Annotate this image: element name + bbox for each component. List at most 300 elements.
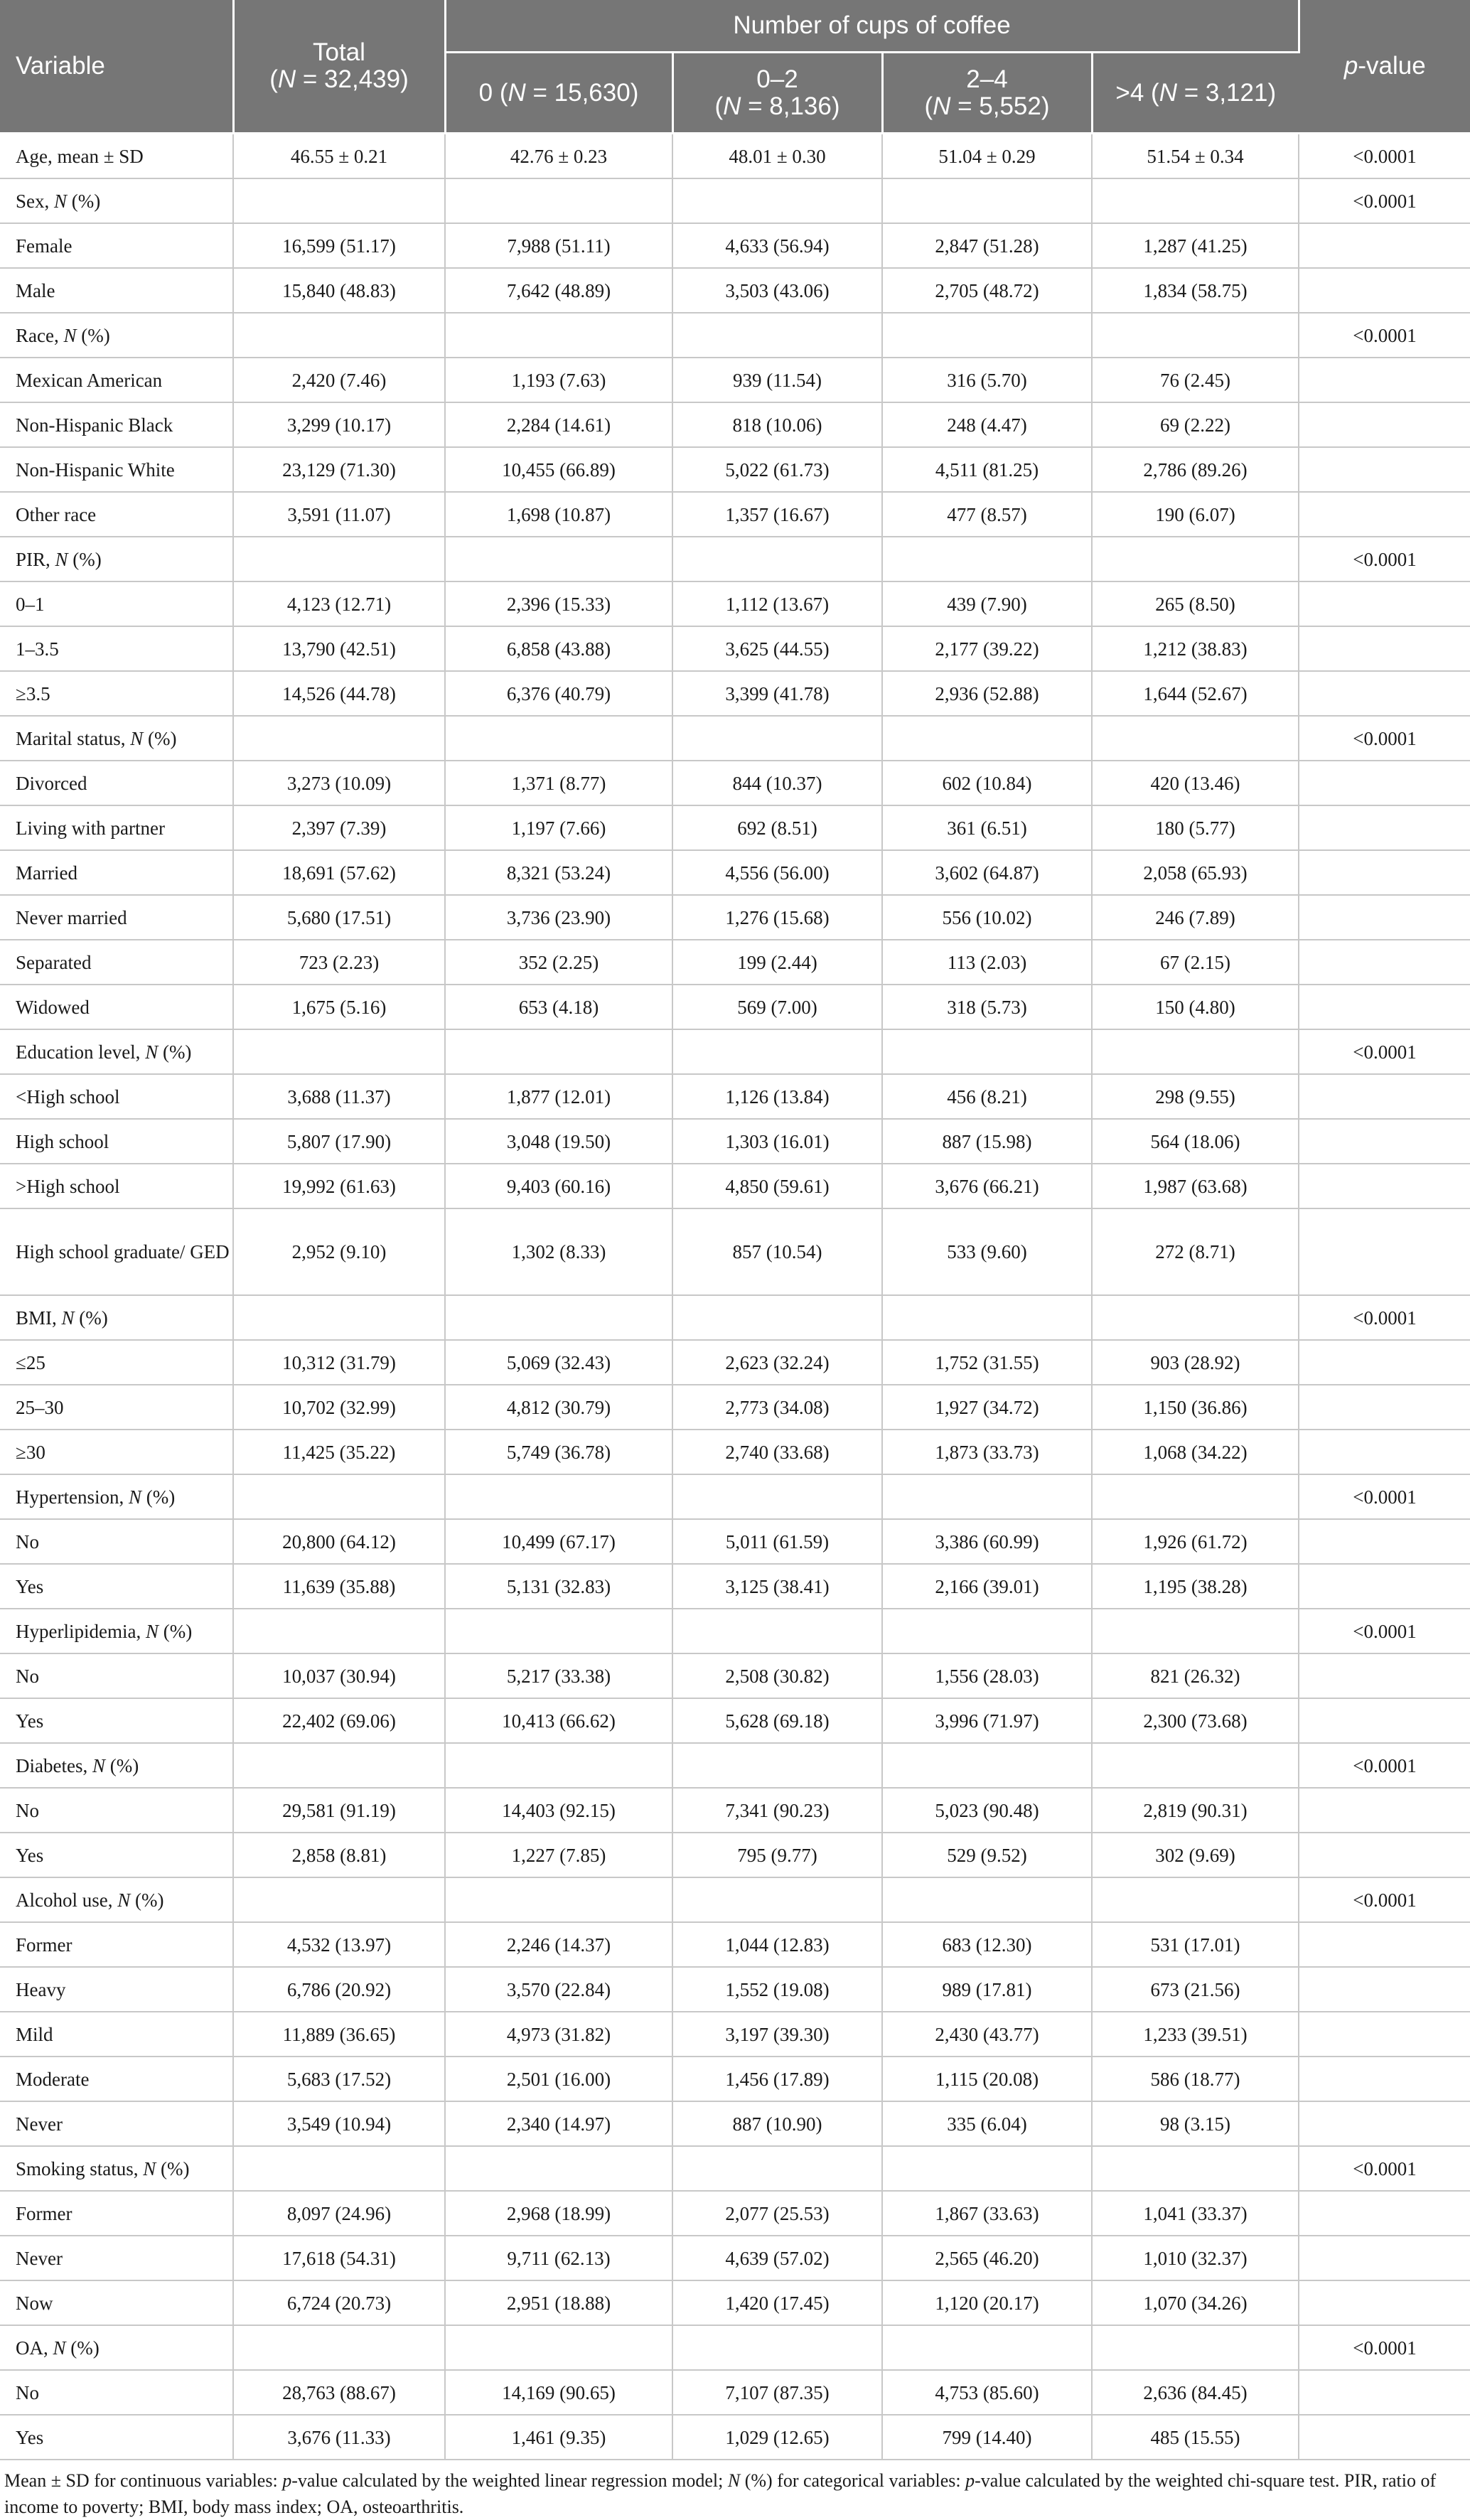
- total-cell: 4,123 (12.71): [233, 581, 445, 626]
- cups-2-4-cell: 5,023 (90.48): [882, 1788, 1092, 1833]
- cups-0-2-cell: 1,420 (17.45): [672, 2280, 882, 2325]
- table-row: [0, 626, 1470, 671]
- p-value-cell: <0.0001: [1299, 134, 1470, 179]
- p-value-cell: [1299, 2191, 1470, 2236]
- header-col-0-2-bot: (N = 8,136): [714, 92, 840, 120]
- cups-gt4-cell: 1,926 (61.72): [1092, 1519, 1299, 1564]
- variable-cell: Non-Hispanic White: [0, 447, 233, 492]
- cups-2-4-cell: 3,996 (71.97): [882, 1698, 1092, 1743]
- total-cell: [233, 1029, 445, 1074]
- cups-0-2-cell: 3,399 (41.78): [672, 671, 882, 716]
- table-row: [0, 268, 1470, 313]
- table-row: [0, 134, 1470, 179]
- total-cell: 28,763 (88.67): [233, 2370, 445, 2415]
- variable-cell: ≥30: [0, 1430, 233, 1474]
- header-total: [233, 0, 445, 134]
- p-value-cell: [1299, 940, 1470, 985]
- p-value-cell: [1299, 1119, 1470, 1164]
- variable-cell: No: [0, 1653, 233, 1698]
- variable-cell: 0–1: [0, 581, 233, 626]
- variable-cell: Diabetes, N (%): [0, 1743, 233, 1788]
- cups-gt4-cell: 1,233 (39.51): [1092, 2012, 1299, 2057]
- cups-0-2-cell: 5,011 (61.59): [672, 1519, 882, 1564]
- cups-gt4-cell: 1,150 (36.86): [1092, 1385, 1299, 1430]
- table-row: [0, 1922, 1470, 1967]
- cups-gt4-cell: 76 (2.45): [1092, 358, 1299, 402]
- cups-gt4-cell: 2,058 (65.93): [1092, 850, 1299, 895]
- cups-0-cell: 8,321 (53.24): [445, 850, 672, 895]
- cups-0-cell: 9,711 (62.13): [445, 2236, 672, 2280]
- header-p-italic: p: [1343, 52, 1358, 80]
- total-cell: 1,675 (5.16): [233, 985, 445, 1029]
- header-p-value: [1299, 0, 1470, 134]
- total-cell: 16,599 (51.17): [233, 223, 445, 268]
- cups-0-cell: [445, 1609, 672, 1653]
- variable-cell: High school: [0, 1119, 233, 1164]
- cups-0-2-cell: 2,508 (30.82): [672, 1653, 882, 1698]
- p-value-cell: [1299, 402, 1470, 447]
- variable-cell: ≥3.5: [0, 671, 233, 716]
- cups-gt4-cell: [1092, 1743, 1299, 1788]
- header-col-0-2: [672, 53, 882, 134]
- p-value-cell: [1299, 581, 1470, 626]
- cups-gt4-cell: 1,068 (34.22): [1092, 1430, 1299, 1474]
- variable-cell: No: [0, 1519, 233, 1564]
- p-value-cell: [1299, 1074, 1470, 1119]
- p-value-cell: <0.0001: [1299, 2325, 1470, 2370]
- total-cell: 23,129 (71.30): [233, 447, 445, 492]
- variable-cell: Former: [0, 2191, 233, 2236]
- total-cell: 5,807 (17.90): [233, 1119, 445, 1164]
- total-cell: 2,952 (9.10): [233, 1208, 445, 1295]
- total-cell: 29,581 (91.19): [233, 1788, 445, 1833]
- table-row: [0, 940, 1470, 985]
- total-cell: 3,549 (10.94): [233, 2101, 445, 2146]
- cups-2-4-cell: [882, 2325, 1092, 2370]
- cups-0-cell: [445, 313, 672, 358]
- table-row: [0, 492, 1470, 537]
- cups-0-cell: [445, 2325, 672, 2370]
- p-value-cell: [1299, 358, 1470, 402]
- header-variable: Variable: [0, 0, 233, 134]
- cups-gt4-cell: 1,195 (38.28): [1092, 1564, 1299, 1609]
- p-value-cell: [1299, 626, 1470, 671]
- cups-gt4-cell: 302 (9.69): [1092, 1833, 1299, 1877]
- total-cell: 4,532 (13.97): [233, 1922, 445, 1967]
- cups-gt4-cell: [1092, 1474, 1299, 1519]
- cups-2-4-cell: 248 (4.47): [882, 402, 1092, 447]
- cups-2-4-cell: 2,177 (39.22): [882, 626, 1092, 671]
- cups-0-2-cell: [672, 1609, 882, 1653]
- cups-0-cell: [445, 178, 672, 223]
- cups-gt4-cell: 564 (18.06): [1092, 1119, 1299, 1164]
- table-row: [0, 895, 1470, 940]
- cups-0-2-cell: [672, 1295, 882, 1340]
- variable-cell: Alcohol use, N (%): [0, 1877, 233, 1922]
- cups-2-4-cell: 318 (5.73): [882, 985, 1092, 1029]
- total-cell: 6,786 (20.92): [233, 1967, 445, 2012]
- cups-gt4-cell: [1092, 1029, 1299, 1074]
- p-value-cell: [1299, 223, 1470, 268]
- cups-2-4-cell: 3,602 (64.87): [882, 850, 1092, 895]
- cups-gt4-cell: 485 (15.55): [1092, 2415, 1299, 2460]
- cups-2-4-cell: 2,847 (51.28): [882, 223, 1092, 268]
- table-body: [0, 134, 1470, 2460]
- cups-gt4-cell: 420 (13.46): [1092, 761, 1299, 805]
- cups-0-2-cell: 2,077 (25.53): [672, 2191, 882, 2236]
- total-cell: [233, 1743, 445, 1788]
- table-row: [0, 2415, 1470, 2460]
- cups-0-2-cell: [672, 2325, 882, 2370]
- cups-2-4-cell: 799 (14.40): [882, 2415, 1092, 2460]
- cups-0-2-cell: [672, 1029, 882, 1074]
- cups-gt4-cell: 586 (18.77): [1092, 2057, 1299, 2101]
- cups-0-cell: 5,069 (32.43): [445, 1340, 672, 1385]
- cups-0-2-cell: 4,633 (56.94): [672, 223, 882, 268]
- cups-0-2-cell: [672, 537, 882, 581]
- variable-cell: Yes: [0, 1698, 233, 1743]
- table-row: [0, 761, 1470, 805]
- cups-0-cell: 2,396 (15.33): [445, 581, 672, 626]
- variable-cell: PIR, N (%): [0, 537, 233, 581]
- cups-0-cell: 5,131 (32.83): [445, 1564, 672, 1609]
- cups-0-cell: 14,403 (92.15): [445, 1788, 672, 1833]
- table-row: [0, 716, 1470, 761]
- cups-2-4-cell: 1,927 (34.72): [882, 1385, 1092, 1430]
- cups-0-cell: 352 (2.25): [445, 940, 672, 985]
- table-row: [0, 2101, 1470, 2146]
- table-row: [0, 805, 1470, 850]
- cups-0-2-cell: 939 (11.54): [672, 358, 882, 402]
- cups-2-4-cell: 556 (10.02): [882, 895, 1092, 940]
- cups-0-2-cell: 48.01 ± 0.30: [672, 134, 882, 179]
- p-value-cell: [1299, 1208, 1470, 1295]
- p-value-cell: <0.0001: [1299, 313, 1470, 358]
- table-row: [0, 2370, 1470, 2415]
- cups-gt4-cell: [1092, 1295, 1299, 1340]
- table-row: [0, 1208, 1470, 1295]
- p-value-cell: [1299, 1430, 1470, 1474]
- cups-0-cell: [445, 1295, 672, 1340]
- cups-gt4-cell: 673 (21.56): [1092, 1967, 1299, 2012]
- variable-cell: Age, mean ± SD: [0, 134, 233, 179]
- cups-0-cell: 9,403 (60.16): [445, 1164, 672, 1208]
- table-header: [0, 0, 1470, 134]
- variable-cell: <High school: [0, 1074, 233, 1119]
- variable-cell: >High school: [0, 1164, 233, 1208]
- p-value-cell: [1299, 850, 1470, 895]
- cups-2-4-cell: [882, 1474, 1092, 1519]
- p-value-cell: [1299, 895, 1470, 940]
- total-cell: 10,312 (31.79): [233, 1340, 445, 1385]
- table-row: [0, 1698, 1470, 1743]
- cups-0-2-cell: 844 (10.37): [672, 761, 882, 805]
- cups-gt4-cell: 531 (17.01): [1092, 1922, 1299, 1967]
- p-value-cell: [1299, 985, 1470, 1029]
- p-value-cell: <0.0001: [1299, 1877, 1470, 1922]
- cups-gt4-cell: 150 (4.80): [1092, 985, 1299, 1029]
- variable-cell: Non-Hispanic Black: [0, 402, 233, 447]
- table-row: [0, 581, 1470, 626]
- cups-0-2-cell: 2,623 (32.24): [672, 1340, 882, 1385]
- variable-cell: Yes: [0, 1833, 233, 1877]
- cups-2-4-cell: 1,120 (20.17): [882, 2280, 1092, 2325]
- cups-gt4-cell: 190 (6.07): [1092, 492, 1299, 537]
- cups-2-4-cell: [882, 1743, 1092, 1788]
- total-cell: [233, 1877, 445, 1922]
- cups-2-4-cell: 1,867 (33.63): [882, 2191, 1092, 2236]
- header-col-2-4: [882, 53, 1092, 134]
- cups-0-cell: [445, 1474, 672, 1519]
- cups-2-4-cell: [882, 2146, 1092, 2191]
- cups-gt4-cell: 272 (8.71): [1092, 1208, 1299, 1295]
- cups-2-4-cell: 361 (6.51): [882, 805, 1092, 850]
- cups-0-2-cell: [672, 1474, 882, 1519]
- variable-cell: Smoking status, N (%): [0, 2146, 233, 2191]
- variable-cell: Other race: [0, 492, 233, 537]
- table-row: [0, 537, 1470, 581]
- cups-0-cell: 42.76 ± 0.23: [445, 134, 672, 179]
- p-value-cell: <0.0001: [1299, 1029, 1470, 1074]
- variable-cell: High school graduate/ GED: [0, 1208, 233, 1295]
- cups-0-2-cell: 1,456 (17.89): [672, 2057, 882, 2101]
- cups-gt4-cell: [1092, 537, 1299, 581]
- cups-0-cell: 2,246 (14.37): [445, 1922, 672, 1967]
- cups-0-cell: 1,193 (7.63): [445, 358, 672, 402]
- cups-2-4-cell: [882, 1029, 1092, 1074]
- p-value-cell: [1299, 1922, 1470, 1967]
- p-value-cell: [1299, 2370, 1470, 2415]
- table-row: [0, 1164, 1470, 1208]
- p-value-cell: [1299, 492, 1470, 537]
- cups-0-cell: [445, 1877, 672, 1922]
- cups-2-4-cell: 113 (2.03): [882, 940, 1092, 985]
- variable-cell: Sex, N (%): [0, 178, 233, 223]
- cups-2-4-cell: 4,511 (81.25): [882, 447, 1092, 492]
- cups-2-4-cell: 439 (7.90): [882, 581, 1092, 626]
- cups-2-4-cell: 2,430 (43.77): [882, 2012, 1092, 2057]
- table-row: [0, 2325, 1470, 2370]
- cups-0-2-cell: [672, 313, 882, 358]
- p-value-cell: [1299, 2415, 1470, 2460]
- cups-0-cell: 2,501 (16.00): [445, 2057, 672, 2101]
- cups-0-2-cell: 2,773 (34.08): [672, 1385, 882, 1430]
- total-cell: 6,724 (20.73): [233, 2280, 445, 2325]
- table-row: [0, 2057, 1470, 2101]
- total-cell: 11,639 (35.88): [233, 1564, 445, 1609]
- cups-0-2-cell: 1,044 (12.83): [672, 1922, 882, 1967]
- table-row: [0, 1609, 1470, 1653]
- table-row: [0, 985, 1470, 1029]
- cups-gt4-cell: 1,834 (58.75): [1092, 268, 1299, 313]
- cups-gt4-cell: [1092, 313, 1299, 358]
- cups-gt4-cell: 1,987 (63.68): [1092, 1164, 1299, 1208]
- table-row: [0, 1743, 1470, 1788]
- cups-2-4-cell: 2,565 (46.20): [882, 2236, 1092, 2280]
- cups-2-4-cell: [882, 716, 1092, 761]
- p-value-cell: [1299, 1519, 1470, 1564]
- table-row: [0, 2012, 1470, 2057]
- header-group-title: Number of cups of coffee: [445, 0, 1299, 53]
- variable-cell: No: [0, 1788, 233, 1833]
- cups-0-cell: 1,371 (8.77): [445, 761, 672, 805]
- cups-gt4-cell: [1092, 1609, 1299, 1653]
- cups-2-4-cell: 989 (17.81): [882, 1967, 1092, 2012]
- cups-0-2-cell: 1,029 (12.65): [672, 2415, 882, 2460]
- table-row: [0, 1385, 1470, 1430]
- cups-gt4-cell: 98 (3.15): [1092, 2101, 1299, 2146]
- cups-0-2-cell: 2,740 (33.68): [672, 1430, 882, 1474]
- cups-0-cell: 4,973 (31.82): [445, 2012, 672, 2057]
- variable-cell: 1–3.5: [0, 626, 233, 671]
- cups-0-2-cell: 1,276 (15.68): [672, 895, 882, 940]
- cups-0-2-cell: 795 (9.77): [672, 1833, 882, 1877]
- cups-0-2-cell: 4,639 (57.02): [672, 2236, 882, 2280]
- total-cell: 10,037 (30.94): [233, 1653, 445, 1698]
- variable-cell: Separated: [0, 940, 233, 985]
- variable-cell: ≤25: [0, 1340, 233, 1385]
- cups-0-2-cell: 5,022 (61.73): [672, 447, 882, 492]
- cups-0-cell: [445, 1743, 672, 1788]
- cups-2-4-cell: 1,556 (28.03): [882, 1653, 1092, 1698]
- cups-gt4-cell: 67 (2.15): [1092, 940, 1299, 985]
- table-footnote: Mean ± SD for continuous variables: p-value calculated by the weighted linear regression model; N (%) for categorical variables: p-value calculated by the weighted chi-square test. PIR, ratio of income to poverty; BMI, body mass index; OA, osteoarthritis.: [4, 2470, 1437, 2517]
- table-row: [0, 1074, 1470, 1119]
- table-row: [0, 2280, 1470, 2325]
- p-value-cell: <0.0001: [1299, 1295, 1470, 1340]
- cups-0-2-cell: 692 (8.51): [672, 805, 882, 850]
- variable-cell: Hypertension, N (%): [0, 1474, 233, 1519]
- header-col-gt4: >4 (N = 3,121): [1092, 53, 1299, 134]
- total-cell: 19,992 (61.63): [233, 1164, 445, 1208]
- p-value-cell: [1299, 1833, 1470, 1877]
- cups-0-cell: 1,227 (7.85): [445, 1833, 672, 1877]
- cups-2-4-cell: 2,166 (39.01): [882, 1564, 1092, 1609]
- variable-cell: Married: [0, 850, 233, 895]
- table-row: [0, 178, 1470, 223]
- table-row: [0, 313, 1470, 358]
- cups-2-4-cell: 1,752 (31.55): [882, 1340, 1092, 1385]
- header-p-rest: -value: [1358, 52, 1426, 80]
- cups-2-4-cell: 4,753 (85.60): [882, 2370, 1092, 2415]
- cups-gt4-cell: 180 (5.77): [1092, 805, 1299, 850]
- total-cell: [233, 313, 445, 358]
- cups-2-4-cell: 529 (9.52): [882, 1833, 1092, 1877]
- cups-2-4-cell: 477 (8.57): [882, 492, 1092, 537]
- total-cell: 13,790 (42.51): [233, 626, 445, 671]
- variable-cell: OA, N (%): [0, 2325, 233, 2370]
- total-cell: 3,299 (10.17): [233, 402, 445, 447]
- p-value-cell: <0.0001: [1299, 537, 1470, 581]
- cups-gt4-cell: 1,212 (38.83): [1092, 626, 1299, 671]
- cups-2-4-cell: 335 (6.04): [882, 2101, 1092, 2146]
- cups-0-2-cell: 3,197 (39.30): [672, 2012, 882, 2057]
- total-cell: 22,402 (69.06): [233, 1698, 445, 1743]
- cups-2-4-cell: 51.04 ± 0.29: [882, 134, 1092, 179]
- table-row: [0, 1967, 1470, 2012]
- cups-0-cell: 7,642 (48.89): [445, 268, 672, 313]
- cups-gt4-cell: 2,819 (90.31): [1092, 1788, 1299, 1833]
- cups-0-cell: 10,413 (66.62): [445, 1698, 672, 1743]
- cups-0-cell: 1,302 (8.33): [445, 1208, 672, 1295]
- table-row: [0, 671, 1470, 716]
- p-value-cell: <0.0001: [1299, 1743, 1470, 1788]
- cups-0-2-cell: 569 (7.00): [672, 985, 882, 1029]
- cups-0-2-cell: 1,126 (13.84): [672, 1074, 882, 1119]
- cups-2-4-cell: 3,386 (60.99): [882, 1519, 1092, 1564]
- cups-0-cell: 3,736 (23.90): [445, 895, 672, 940]
- cups-0-2-cell: 818 (10.06): [672, 402, 882, 447]
- cups-0-2-cell: [672, 178, 882, 223]
- total-cell: 723 (2.23): [233, 940, 445, 985]
- cups-2-4-cell: 2,705 (48.72): [882, 268, 1092, 313]
- cups-0-cell: 2,968 (18.99): [445, 2191, 672, 2236]
- variable-cell: Never: [0, 2101, 233, 2146]
- header-col-2-4-top: 2–4: [966, 65, 1008, 93]
- p-value-cell: [1299, 2236, 1470, 2280]
- total-cell: [233, 716, 445, 761]
- variable-cell: Yes: [0, 1564, 233, 1609]
- variable-cell: Widowed: [0, 985, 233, 1029]
- cups-0-cell: [445, 1029, 672, 1074]
- table-row: [0, 1340, 1470, 1385]
- cups-2-4-cell: 456 (8.21): [882, 1074, 1092, 1119]
- cups-0-cell: 10,455 (66.89): [445, 447, 672, 492]
- total-cell: 46.55 ± 0.21: [233, 134, 445, 179]
- variable-cell: Moderate: [0, 2057, 233, 2101]
- total-cell: 18,691 (57.62): [233, 850, 445, 895]
- total-cell: 15,840 (48.83): [233, 268, 445, 313]
- variable-cell: Education level, N (%): [0, 1029, 233, 1074]
- cups-gt4-cell: 2,300 (73.68): [1092, 1698, 1299, 1743]
- total-cell: 3,688 (11.37): [233, 1074, 445, 1119]
- p-value-cell: [1299, 2101, 1470, 2146]
- cups-gt4-cell: [1092, 2146, 1299, 2191]
- variable-cell: BMI, N (%): [0, 1295, 233, 1340]
- cups-0-cell: 1,461 (9.35): [445, 2415, 672, 2460]
- cups-0-cell: 4,812 (30.79): [445, 1385, 672, 1430]
- cups-gt4-cell: 1,287 (41.25): [1092, 223, 1299, 268]
- total-cell: 10,702 (32.99): [233, 1385, 445, 1430]
- variable-cell: Yes: [0, 2415, 233, 2460]
- cups-0-cell: 10,499 (67.17): [445, 1519, 672, 1564]
- cups-0-2-cell: 7,341 (90.23): [672, 1788, 882, 1833]
- variable-cell: Never married: [0, 895, 233, 940]
- cups-gt4-cell: 51.54 ± 0.34: [1092, 134, 1299, 179]
- p-value-cell: [1299, 447, 1470, 492]
- header-col-2-4-bot: (N = 5,552): [924, 92, 1050, 120]
- cups-2-4-cell: 3,676 (66.21): [882, 1164, 1092, 1208]
- cups-0-cell: 2,951 (18.88): [445, 2280, 672, 2325]
- variable-cell: Male: [0, 268, 233, 313]
- table-row: [0, 850, 1470, 895]
- cups-2-4-cell: [882, 537, 1092, 581]
- cups-0-2-cell: [672, 1877, 882, 1922]
- table-row: [0, 1564, 1470, 1609]
- table-row: [0, 447, 1470, 492]
- cups-gt4-cell: [1092, 1877, 1299, 1922]
- cups-0-2-cell: 857 (10.54): [672, 1208, 882, 1295]
- cups-gt4-cell: [1092, 2325, 1299, 2370]
- p-value-cell: [1299, 1967, 1470, 2012]
- cups-2-4-cell: [882, 1877, 1092, 1922]
- variable-cell: Divorced: [0, 761, 233, 805]
- cups-gt4-cell: 69 (2.22): [1092, 402, 1299, 447]
- cups-0-2-cell: 1,357 (16.67): [672, 492, 882, 537]
- variable-cell: Race, N (%): [0, 313, 233, 358]
- cups-gt4-cell: [1092, 716, 1299, 761]
- total-cell: 14,526 (44.78): [233, 671, 445, 716]
